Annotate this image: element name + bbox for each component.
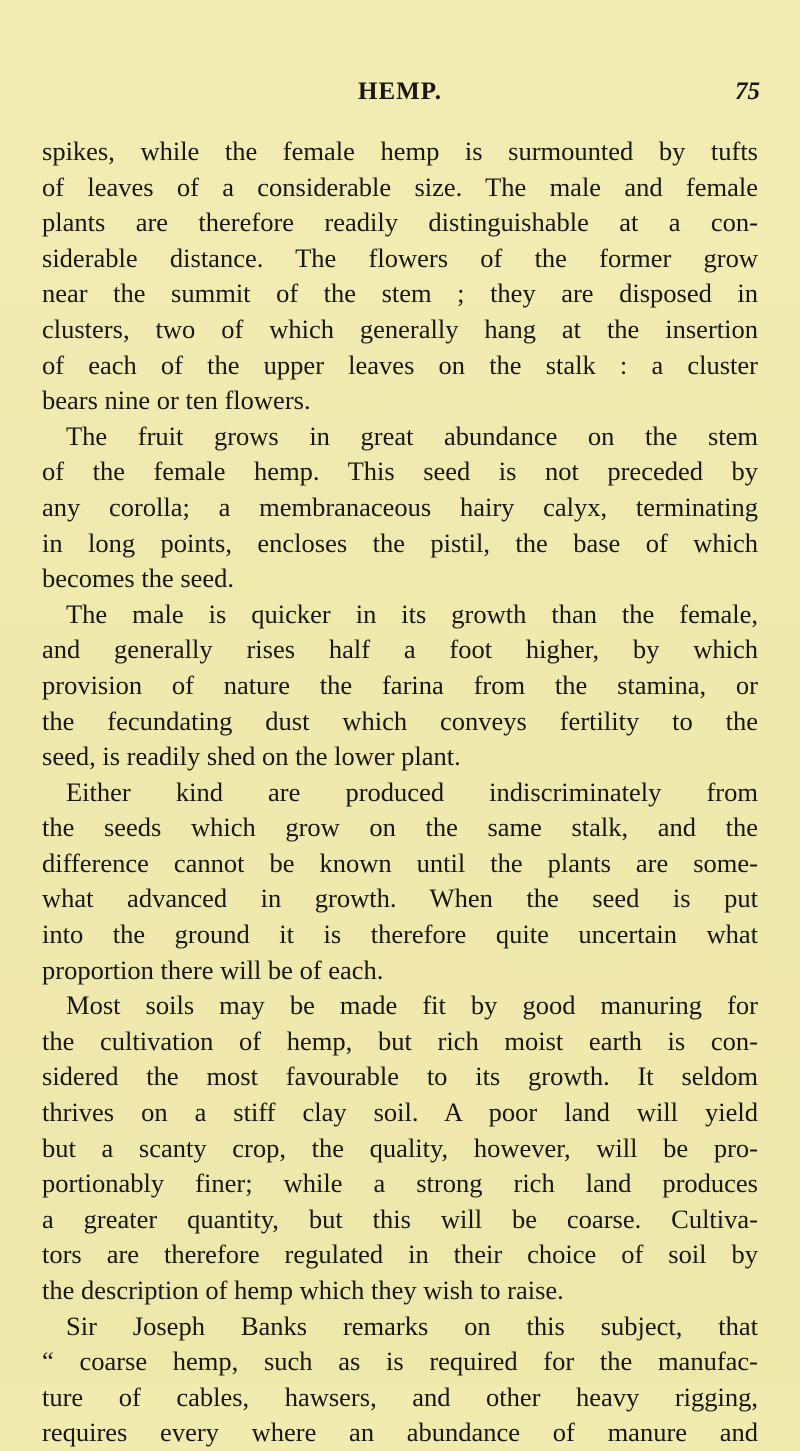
text-line: bears nine or ten flowers.: [42, 385, 311, 416]
text-line: the description of hemp which they wish to raise.: [42, 1275, 564, 1305]
text-line: into the ground it is therefore quite uncertain what: [42, 919, 758, 950]
text-line: siderable distance. The flowers of the former grow: [42, 242, 758, 273]
text-line: clusters, two of which generally hang at the insertion: [42, 313, 758, 344]
text-line: what advanced in growth. When the seed is put: [42, 883, 758, 914]
text-line: of each of the upper leaves on the stalk : a cluster: [42, 349, 758, 380]
text-line: becomes the seed.: [42, 563, 235, 594]
text-line: Either kind are produced indiscriminately from: [66, 776, 758, 807]
text-line: thrives on a stiff clay soil. A poor land will yield: [42, 1097, 758, 1128]
text-line: any corolla; a membranaceous hairy calyx, terminating: [42, 491, 758, 522]
text-line: and generally rises half a foot higher, by which: [42, 634, 758, 665]
text-line: but a scanty crop, the quality, however, will be pro-: [42, 1132, 758, 1163]
text-line: The fruit grows in great abundance on the stem: [66, 420, 758, 451]
text-line: a greater quantity, but this will be coarse. Cultiva-: [42, 1203, 758, 1234]
text-line: sidered the most favourable to its growth. It seldom: [42, 1061, 758, 1092]
text-line: provision of nature the farina from the stamina, or: [42, 669, 758, 700]
text-line: the fecundating dust which conveys fertility to the: [42, 705, 758, 736]
text-line: of leaves of a considerable size. The male and female: [42, 171, 758, 202]
text-line: spikes, while the female hemp is surmounted by tufts: [42, 136, 758, 166]
text-line: ture of cables, hawsers, and other heavy rigging,: [42, 1381, 758, 1412]
text-line: requires every where an abundance of manure and: [42, 1417, 758, 1448]
text-line: portionably finer; while a strong rich land produces: [42, 1168, 758, 1199]
text-line: of the female hemp. This seed is not preceded by: [42, 456, 758, 487]
running-head: [0, 78, 800, 112]
text-line: proportion there will be of each.: [42, 954, 384, 985]
text-line: the cultivation of hemp, but rich moist earth is con-: [42, 1025, 758, 1056]
text-line: The male is quicker in its growth than the female,: [66, 598, 758, 629]
page-title: HEMP.: [358, 78, 442, 105]
text-line: Sir Joseph Banks remarks on this subject, that: [66, 1310, 758, 1341]
text-line: “ coarse hemp, such as is required for the manufac-: [42, 1346, 758, 1377]
page-number: 75: [735, 78, 760, 105]
body-text: [42, 134, 758, 1451]
text-line: the seeds which grow on the same stalk, and the: [42, 812, 758, 843]
text-line: seed, is readily shed on the lower plant.: [42, 741, 461, 772]
text-line: near the summit of the stem ; they are disposed in: [42, 278, 758, 309]
text-line: Most soils may be made fit by good manuring for: [66, 990, 758, 1021]
text-line: difference cannot be known until the plants are some-: [42, 847, 758, 878]
text-line: in long points, encloses the pistil, the base of which: [42, 527, 758, 558]
text-line: plants are therefore readily distinguishable at a con-: [42, 207, 758, 238]
text-line: tors are therefore regulated in their choice of soil by: [42, 1239, 758, 1270]
